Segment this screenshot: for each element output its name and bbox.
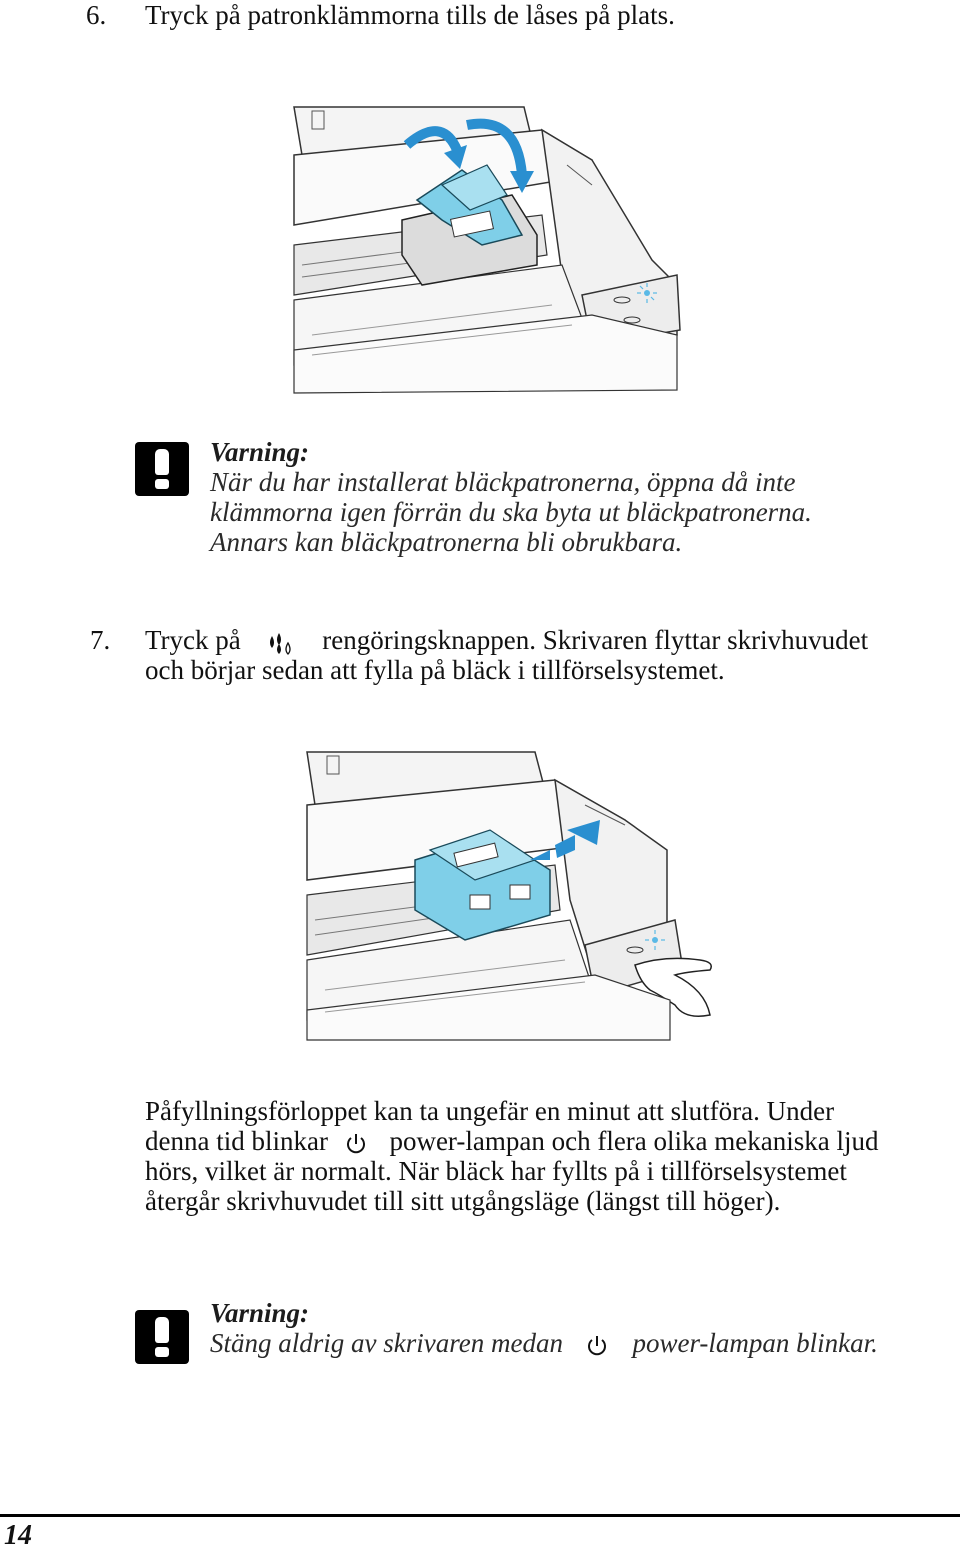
step-7-before-icon: Tryck på bbox=[145, 625, 241, 655]
cleaning-button-icon bbox=[264, 630, 302, 656]
paragraph-line-3: hörs, vilket är normalt. När bläck har fyllts på i tillförselsystemet bbox=[145, 1156, 847, 1186]
power-icon bbox=[343, 1131, 369, 1157]
warning-2-before-icon: Stäng aldrig av skrivaren medan bbox=[210, 1328, 563, 1358]
warning-exclamation-icon bbox=[135, 1310, 189, 1364]
step-7-line-1 bbox=[145, 625, 868, 656]
warning-1-line-1: När du har installerat bläckpatronerna, öppna då inte bbox=[210, 467, 796, 497]
printer-illustration-clamps bbox=[292, 105, 682, 395]
paragraph-line-1: Påfyllningsförloppet kan ta ungefär en minut att slutföra. Under bbox=[145, 1096, 835, 1126]
warning-2-body bbox=[210, 1328, 878, 1359]
page-number: 14 bbox=[4, 1520, 32, 1551]
step-7-number: 7. bbox=[90, 625, 111, 655]
warning-1-title: Varning: bbox=[210, 437, 310, 467]
paragraph-line-4: återgår skrivhuvudet till sitt utgångsläge (längst till höger). bbox=[145, 1186, 781, 1216]
warning-1-line-3: Annars kan bläckpatronerna bli obrukbara. bbox=[210, 527, 683, 557]
warning-2-after-icon: power-lampan blinkar. bbox=[632, 1328, 878, 1358]
step-6-number: 6. bbox=[86, 0, 107, 30]
warning-1-line-2: klämmorna igen förrän du ska byta ut bläckpatronerna. bbox=[210, 497, 812, 527]
footer-rule bbox=[0, 1514, 960, 1517]
panel-light bbox=[652, 937, 658, 943]
panel-light bbox=[644, 290, 650, 296]
paragraph-line-2-before-icon: denna tid blinkar bbox=[145, 1126, 328, 1156]
warning-exclamation-icon bbox=[135, 442, 189, 496]
power-icon bbox=[584, 1333, 610, 1359]
printer-illustration-charging bbox=[305, 750, 725, 1042]
step-6-text: Tryck på patronklämmorna tills de låses på plats. bbox=[145, 0, 675, 30]
paragraph-line-2-after-icon: power-lampan och flera olika mekaniska ljud bbox=[389, 1126, 879, 1156]
warning-2-title: Varning: bbox=[210, 1298, 310, 1328]
paragraph-line-2 bbox=[145, 1126, 879, 1157]
step-7-after-icon: rengöringsknappen. Skrivaren flyttar skrivhuvudet bbox=[322, 625, 869, 655]
step-7-line-2: och börjar sedan att fylla på bläck i tillförselsystemet. bbox=[145, 655, 725, 685]
